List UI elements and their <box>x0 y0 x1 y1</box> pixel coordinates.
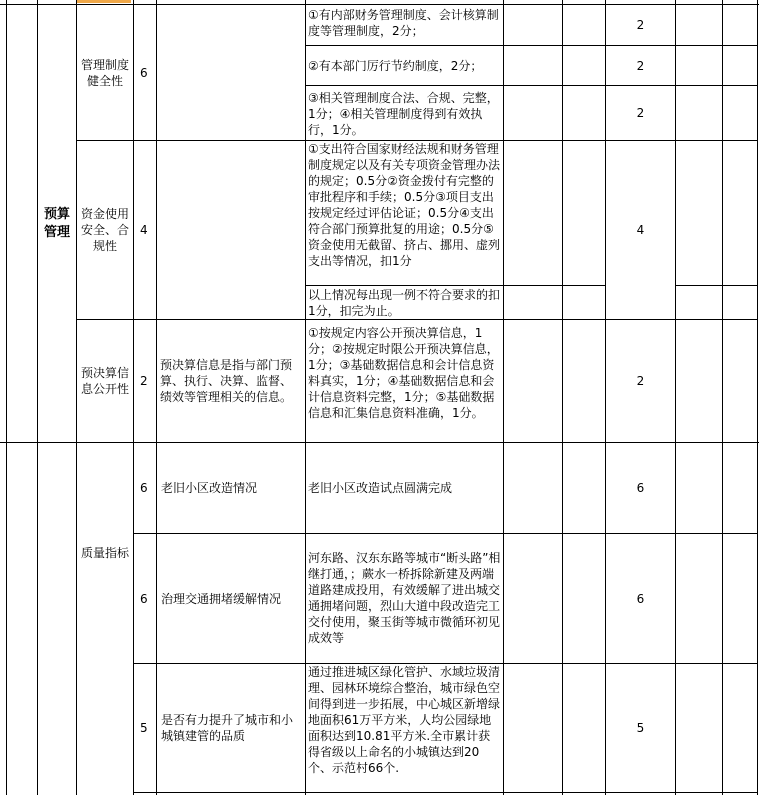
quality-indicator-cell <box>161 664 303 792</box>
quality-detail: 河东路、汉东东路等城市“断头路”相继打通，；蕨水一桥拆除新建及两端道路建成投用，有效缓解了进出城交通拥堵问题，烈山大道中段改造完工交付使用，聚玉街等城市微循环初见成效等 <box>308 551 501 645</box>
quality-name-cell <box>77 443 133 663</box>
grid-line <box>562 0 563 795</box>
grid-line <box>722 0 723 795</box>
quality-detail-cell <box>308 550 501 663</box>
criteria-cell <box>308 46 501 85</box>
score-cell <box>606 443 675 533</box>
criteria-text: ①有内部财务管理制度、会计核算制度等管理制度，2分； <box>308 8 499 38</box>
weight-value: 6 <box>140 481 148 495</box>
criteria-text: ②有本部门厉行节约制度，2分； <box>308 58 483 73</box>
score-value: 5 <box>636 721 645 735</box>
grid-line <box>133 0 134 795</box>
weight-value: 6 <box>140 591 148 606</box>
weight-cell <box>140 320 156 442</box>
quality-name: 质量指标 <box>80 546 129 560</box>
weight-value: 6 <box>140 65 148 80</box>
score-value: 2 <box>636 18 645 32</box>
quality-indicator: 老旧小区改造情况 <box>161 481 258 495</box>
indicator-name-cell <box>77 5 133 140</box>
category-cell <box>38 5 76 442</box>
grid-line <box>305 85 757 86</box>
score-cell <box>606 141 675 319</box>
grid-line <box>305 0 306 795</box>
weight-cell <box>140 5 156 140</box>
grid-line <box>675 0 676 795</box>
criteria-cell <box>308 287 501 319</box>
description-text: 预决算信息是指与部门预算、执行、决算、监督、绩效等管理相关的信息。 <box>160 358 293 404</box>
quality-detail-cell <box>308 664 501 792</box>
weight-value: 4 <box>140 223 148 237</box>
criteria-text: ①按规定内容公开预决算信息，1分；②按规定时限公开预决算信息，1分；③基础数据信息和会计信息资料真实，1分；④基础数据信息和会计信息资料完整，1分；⑤基础数据信息和汇集信息资料准确，1分。 <box>308 326 499 420</box>
score-cell <box>606 320 675 442</box>
grid-line <box>305 285 605 286</box>
quality-indicator-cell <box>161 443 303 533</box>
quality-detail: 老旧小区改造试点圆满完成 <box>308 481 453 495</box>
score-cell <box>606 664 675 792</box>
criteria-text: 以上情况每出现一例不符合要求的扣1分，扣完为止。 <box>308 288 501 318</box>
criteria-cell <box>308 90 501 140</box>
weight-value: 2 <box>140 374 148 388</box>
grid-line <box>6 0 7 795</box>
criteria-cell <box>308 141 501 285</box>
quality-indicator: 治理交通拥堵缓解情况 <box>161 591 282 606</box>
score-cell <box>606 46 675 85</box>
quality-detail-cell <box>308 443 501 533</box>
grid-line <box>133 792 757 793</box>
score-cell <box>606 534 675 663</box>
criteria-text: ①支出符合国家财经法规和财务管理制度规定以及有关专项资金管理办法的规定；0.5分②资金拨付有完整的审批程序和手续；0.5分③项目支出按规定经过评估论证；0.5分④支出符合部门预算批复的用途；0.5分⑤资金使用无截留、挤占、挪用、虚列支出等情况，扣1分 <box>308 142 501 268</box>
criteria-text: ③相关管理制度合法、合规、完整，1分；④相关管理制度得到有效执行，1分。 <box>308 91 499 137</box>
category-label: 预算管理 <box>44 206 71 240</box>
grid-line <box>675 285 757 286</box>
indicator-name: 预决算信息公开性 <box>80 366 129 396</box>
indicator-name: 管理制度健全性 <box>80 57 129 88</box>
criteria-cell <box>308 7 501 45</box>
score-value: 4 <box>636 223 645 237</box>
indicator-name-cell <box>77 320 133 442</box>
quality-detail: 通过推进城区绿化管护、水域垃圾清理、园林环境综合整治，城市绿色空间得到进一步拓展，中心城区新增绿地面积61万平方米，人均公园绿地面积达到10.81平方米.全市累计获得省级以上命名的小城镇达到20个、示范村66个. <box>308 665 501 775</box>
weight-cell <box>140 443 156 533</box>
weight-cell <box>140 664 156 792</box>
score-value: 2 <box>636 58 645 73</box>
indicator-name-cell <box>77 141 133 319</box>
selected-column-header-marker <box>77 0 131 3</box>
score-value: 2 <box>636 374 645 388</box>
quality-indicator: 是否有力提升了城市和小城镇建管的品质 <box>161 713 294 743</box>
quality-indicator-cell <box>161 534 303 663</box>
criteria-cell <box>308 325 501 442</box>
score-value: 6 <box>636 481 645 495</box>
score-cell <box>606 5 675 45</box>
indicator-name: 资金使用安全、合规性 <box>80 207 129 253</box>
score-value: 2 <box>636 106 645 120</box>
score-cell <box>606 86 675 140</box>
weight-cell <box>140 141 156 319</box>
description-cell <box>160 320 303 442</box>
grid-line <box>757 0 758 795</box>
weight-value: 5 <box>140 721 148 735</box>
score-value: 6 <box>636 591 645 606</box>
grid-line <box>156 0 157 795</box>
weight-cell <box>140 534 156 663</box>
grid-line <box>503 0 504 795</box>
